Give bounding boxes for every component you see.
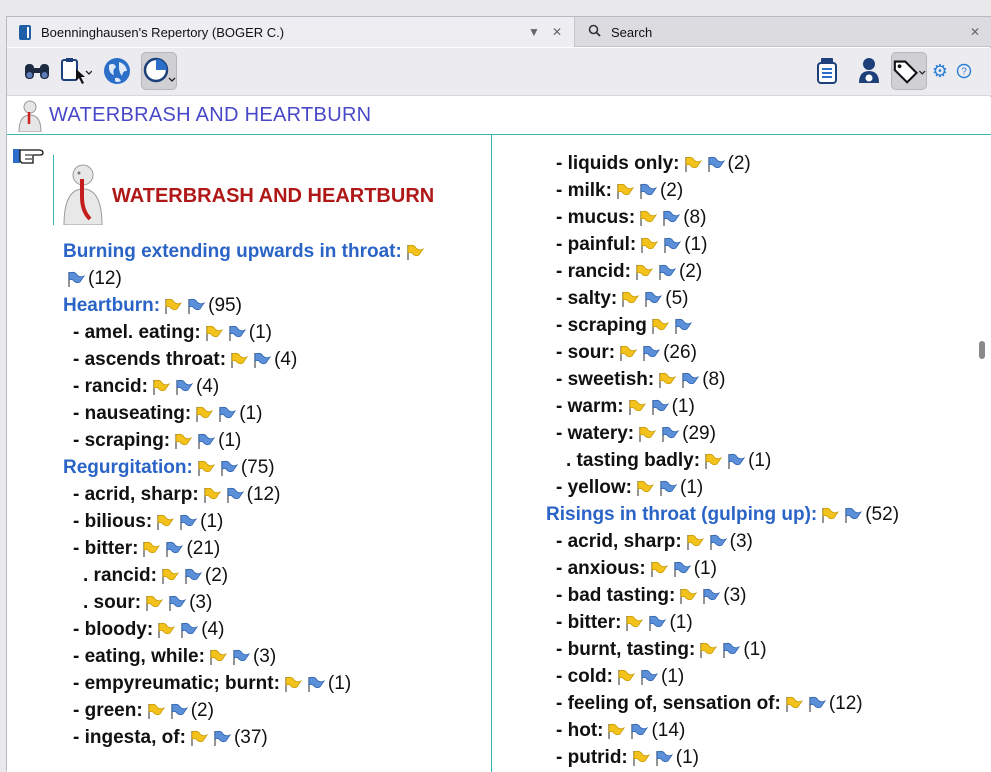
subrubric-entry[interactable]: [73, 320, 272, 346]
remedy-count: (2): [204, 565, 229, 586]
remedy-jar-button[interactable]: [809, 52, 845, 90]
tab-dropdown-icon[interactable]: ▼: [528, 25, 540, 39]
blue-flag-icon[interactable]: [654, 749, 674, 767]
rubric-label: - warm:: [556, 396, 624, 417]
yellow-flag-icon[interactable]: [685, 533, 705, 551]
yellow-flag-icon[interactable]: [189, 729, 209, 747]
tab-bar: [7, 17, 991, 47]
remedy-count: (2): [659, 180, 684, 201]
remedy-count: (12): [246, 484, 281, 505]
tag-button[interactable]: [891, 52, 927, 90]
rubric-label: - milk:: [556, 180, 612, 201]
rubric-label: Burning extending upwards in throat:: [63, 241, 402, 262]
blue-flag-icon[interactable]: [639, 668, 659, 686]
yellow-flag-icon[interactable]: [631, 749, 651, 767]
help-icon: [956, 63, 972, 79]
yellow-flag-icon[interactable]: [196, 459, 216, 477]
subrubric-entry[interactable]: [73, 509, 223, 535]
rubric-label: - mucus:: [556, 207, 636, 228]
rubric-label: - bitter:: [73, 538, 139, 559]
toolbar: [7, 48, 991, 96]
yellow-flag-icon[interactable]: [146, 702, 166, 720]
yellow-flag-icon[interactable]: [703, 452, 723, 470]
chapter-header: [7, 97, 991, 135]
subrubric-entry[interactable]: [556, 151, 751, 177]
blue-flag-icon[interactable]: [174, 378, 194, 396]
blue-flag-icon[interactable]: [183, 567, 203, 585]
rubric-label: - salty:: [556, 288, 618, 309]
blue-flag-icon[interactable]: [196, 432, 216, 450]
tab-repertory[interactable]: [7, 17, 575, 47]
blue-flag-icon[interactable]: [217, 405, 237, 423]
yellow-flag-icon[interactable]: [202, 486, 222, 504]
blue-flag-icon[interactable]: [629, 722, 649, 740]
subrubric-entry[interactable]: [73, 698, 214, 724]
binoculars-button[interactable]: [19, 52, 55, 90]
subrubric-entry[interactable]: [556, 340, 697, 366]
subrubric-entry[interactable]: [73, 671, 351, 697]
remedy-count: (1): [239, 403, 263, 424]
rubric-entry[interactable]: [63, 455, 275, 481]
remedy-count: (3): [729, 531, 753, 552]
rubric-label: - putrid:: [556, 747, 628, 768]
blue-flag-icon[interactable]: [212, 729, 232, 747]
yellow-flag-icon[interactable]: [678, 587, 698, 605]
gear-icon: ⚙: [931, 60, 949, 81]
remedy-count: (3): [252, 646, 277, 667]
tag-icon: [892, 57, 926, 85]
remedy-count: (2): [727, 153, 751, 174]
yellow-flag-icon[interactable]: [405, 243, 425, 261]
yellow-flag-icon[interactable]: [649, 560, 669, 578]
rubric-label: - eating, while:: [73, 646, 205, 667]
yellow-flag-icon[interactable]: [616, 668, 636, 686]
subrubric-entry[interactable]: [556, 178, 683, 204]
yellow-flag-icon[interactable]: [624, 614, 644, 632]
rubric-label: - bilious:: [73, 511, 153, 532]
blue-flag-icon[interactable]: [178, 513, 198, 531]
rubric-label: - anxious:: [556, 558, 646, 579]
blue-flag-icon[interactable]: [252, 351, 272, 369]
subrubric-entry[interactable]: [73, 617, 224, 643]
rubric-label: Risings in throat (gulping up):: [546, 504, 818, 525]
subrubric-entry[interactable]: [73, 374, 219, 400]
subrubric-entry[interactable]: [73, 725, 268, 751]
subrubric-entry[interactable]: [556, 259, 702, 285]
blue-flag-icon[interactable]: [66, 270, 86, 288]
clipboard-button[interactable]: [57, 52, 93, 90]
rubric-label: . tasting badly:: [566, 450, 701, 471]
subrubric-entry[interactable]: [556, 556, 717, 582]
rubric-label: - bitter:: [556, 612, 622, 633]
subrubric-entry[interactable]: [556, 421, 716, 447]
chapter-block: [53, 155, 453, 225]
clipboard-icon: [58, 57, 92, 85]
repertory-content: [7, 135, 991, 772]
page-title: WATERBRASH AND HEARTBURN: [49, 104, 372, 126]
remedy-count: (14): [651, 720, 686, 741]
subrubric-entry[interactable]: [556, 232, 707, 258]
remedy-count: (12): [88, 268, 122, 289]
pointing-hand-icon: [13, 145, 47, 172]
blue-flag-icon[interactable]: [643, 290, 663, 308]
remedy-count: (5): [665, 288, 689, 309]
remedy-count: (1): [693, 558, 717, 579]
book-icon: [19, 25, 31, 40]
yellow-flag-icon[interactable]: [820, 506, 840, 524]
remedy-count: (1): [671, 396, 695, 417]
yellow-flag-icon[interactable]: [650, 317, 670, 335]
remedy-count: (4): [201, 619, 225, 640]
tab-repertory-label: Boenninghausen's Repertory (BOGER C.): [41, 24, 285, 40]
remedy-count: (26): [663, 342, 697, 363]
remedy-count: (1): [675, 747, 699, 768]
yellow-flag-icon[interactable]: [156, 621, 176, 639]
rubric-label: - ascends throat:: [73, 349, 227, 370]
yellow-flag-icon[interactable]: [229, 351, 249, 369]
blue-flag-icon[interactable]: [661, 209, 681, 227]
subrubric-entry[interactable]: [556, 691, 863, 717]
tab-close-icon[interactable]: ✕: [551, 25, 562, 39]
remedy-count: (1): [248, 322, 272, 343]
remedy-count: (29): [682, 423, 716, 444]
blue-flag-icon[interactable]: [179, 621, 199, 639]
rubric-label: - hot:: [556, 720, 604, 741]
subrubric-entry[interactable]: [556, 205, 706, 231]
remedy-count: (8): [702, 369, 726, 390]
rubric-label: - scraping: [556, 315, 647, 336]
remedy-count: (4): [195, 376, 220, 397]
yellow-flag-icon[interactable]: [637, 425, 657, 443]
rubric-label: - ingesta, of:: [73, 727, 186, 748]
rubric-label: - amel. eating:: [73, 322, 201, 343]
tab-search-label: Search: [611, 24, 653, 40]
rubric-label: - painful:: [556, 234, 637, 255]
rubric-label: - scraping:: [73, 430, 171, 451]
rubric-label: - acrid, sharp:: [556, 531, 682, 552]
vertical-scrollbar[interactable]: [979, 341, 985, 359]
rubric-label: - bloody:: [73, 619, 154, 640]
subrubric-entry[interactable]: [73, 644, 276, 670]
chapter-title: WATERBRASH AND HEARTBURN: [112, 185, 435, 207]
rubric-entry[interactable]: [63, 239, 425, 265]
svg-text:?: ?: [961, 66, 967, 78]
blue-flag-icon[interactable]: [231, 648, 251, 666]
rubric-label: - bad tasting:: [556, 585, 676, 606]
remedy-count: (1): [743, 639, 767, 660]
yellow-flag-icon[interactable]: [606, 722, 626, 740]
blue-flag-icon[interactable]: [227, 324, 247, 342]
rubric-continuation[interactable]: [63, 266, 122, 292]
yellow-flag-icon[interactable]: [194, 405, 214, 423]
subrubric-entry[interactable]: [556, 313, 693, 339]
yellow-flag-icon[interactable]: [657, 371, 677, 389]
remedy-count: (1): [218, 430, 242, 451]
yellow-flag-icon[interactable]: [141, 540, 161, 558]
blue-flag-icon[interactable]: [706, 155, 726, 173]
blue-flag-icon[interactable]: [638, 182, 658, 200]
yellow-flag-icon[interactable]: [618, 344, 638, 362]
remedy-count: (1): [200, 511, 224, 532]
yellow-flag-icon[interactable]: [208, 648, 228, 666]
blue-flag-icon[interactable]: [726, 452, 746, 470]
blue-flag-icon[interactable]: [650, 398, 670, 416]
globe-button[interactable]: [99, 52, 135, 90]
yellow-flag-icon[interactable]: [638, 209, 658, 227]
blue-flag-icon[interactable]: [673, 317, 693, 335]
binoculars-icon: [23, 60, 51, 82]
yellow-flag-icon[interactable]: [160, 567, 180, 585]
pie-chart-button[interactable]: [141, 52, 177, 90]
tab-search-close-icon[interactable]: ✕: [969, 25, 980, 39]
remedy-count: (3): [189, 592, 213, 613]
yellow-flag-icon[interactable]: [151, 378, 171, 396]
blue-flag-icon[interactable]: [721, 641, 741, 659]
repertory-window: [6, 16, 991, 771]
subrubric-entry[interactable]: [73, 482, 280, 508]
yellow-flag-icon[interactable]: [698, 641, 718, 659]
rubric-label: - sweetish:: [556, 369, 655, 390]
rubric-label: - rancid:: [73, 376, 148, 397]
remedy-count: (1): [669, 612, 693, 633]
yellow-flag-icon[interactable]: [283, 675, 303, 693]
rubric-label: - cold:: [556, 666, 613, 687]
column-divider: [491, 135, 492, 772]
blue-flag-icon[interactable]: [660, 425, 680, 443]
remedy-jar-icon: [816, 57, 838, 85]
rubric-label: - yellow:: [556, 477, 633, 498]
blue-flag-icon[interactable]: [807, 695, 827, 713]
rubric-label: . rancid:: [83, 565, 157, 586]
remedy-count: (2): [190, 700, 214, 721]
patient-button[interactable]: [851, 52, 887, 90]
remedy-count: (3): [723, 585, 747, 606]
yellow-flag-icon[interactable]: [204, 324, 224, 342]
pie-chart-icon: [142, 56, 176, 86]
blue-flag-icon[interactable]: [672, 560, 692, 578]
rubric-entry[interactable]: [63, 293, 242, 319]
blue-flag-icon[interactable]: [843, 506, 863, 524]
subrubric-entry[interactable]: [556, 718, 685, 744]
yellow-flag-icon[interactable]: [163, 297, 183, 315]
yellow-flag-icon[interactable]: [635, 479, 655, 497]
tab-search[interactable]: [576, 17, 991, 47]
remedy-count: (4): [274, 349, 298, 370]
blue-flag-icon[interactable]: [164, 540, 184, 558]
remedy-count: (1): [748, 450, 772, 471]
subrubric-entry[interactable]: [83, 590, 212, 616]
remedy-count: (1): [684, 234, 708, 255]
blue-flag-icon[interactable]: [219, 459, 239, 477]
remedy-count: (12): [828, 693, 863, 714]
subrubric-entry[interactable]: [556, 637, 767, 663]
remedy-count: (1): [327, 673, 352, 694]
rubric-label: - feeling of, sensation of:: [556, 693, 781, 714]
rubric-label: - rancid:: [556, 261, 631, 282]
rubric-label: - green:: [73, 700, 143, 721]
remedy-count: (2): [678, 261, 703, 282]
yellow-flag-icon[interactable]: [155, 513, 175, 531]
subrubric-entry[interactable]: [556, 745, 699, 771]
remedy-count: (75): [240, 457, 275, 478]
remedy-count: (1): [680, 477, 704, 498]
body-figure-icon: [15, 100, 45, 132]
remedy-count: (37): [233, 727, 268, 748]
remedy-count: (8): [683, 207, 707, 228]
yellow-flag-icon[interactable]: [634, 263, 654, 281]
subrubric-entry[interactable]: [83, 563, 228, 589]
remedy-count: (95): [208, 295, 242, 316]
yellow-flag-icon[interactable]: [144, 594, 164, 612]
subrubric-entry[interactable]: [73, 347, 297, 373]
yellow-flag-icon[interactable]: [620, 290, 640, 308]
rubric-label: - liquids only:: [556, 153, 680, 174]
remedy-count: (21): [186, 538, 221, 559]
subrubric-entry[interactable]: [556, 475, 703, 501]
rubric-label: - watery:: [556, 423, 635, 444]
rubric-label: Heartburn:: [63, 295, 161, 316]
rubric-label: - acrid, sharp:: [73, 484, 199, 505]
subrubric-entry[interactable]: [73, 401, 262, 427]
rubric-entry[interactable]: [546, 502, 899, 528]
blue-flag-icon[interactable]: [186, 297, 206, 315]
globe-icon: [102, 56, 132, 86]
yellow-flag-icon[interactable]: [173, 432, 193, 450]
yellow-flag-icon[interactable]: [683, 155, 703, 173]
yellow-flag-icon[interactable]: [627, 398, 647, 416]
subrubric-entry[interactable]: [556, 367, 725, 393]
blue-flag-icon[interactable]: [701, 587, 721, 605]
blue-flag-icon[interactable]: [306, 675, 326, 693]
blue-flag-icon[interactable]: [167, 594, 187, 612]
rubric-label: . sour:: [83, 592, 142, 613]
subrubric-entry[interactable]: [556, 529, 753, 555]
rubric-label: Regurgitation:: [63, 457, 193, 478]
subrubric-entry[interactable]: [556, 583, 747, 609]
search-icon: [588, 24, 601, 40]
subrubric-entry[interactable]: [556, 610, 693, 636]
subrubric-entry[interactable]: [556, 664, 684, 690]
remedy-count: (1): [661, 666, 685, 687]
patient-icon: [857, 57, 881, 85]
subrubric-entry[interactable]: [73, 536, 220, 562]
subrubric-entry[interactable]: [556, 394, 695, 420]
yellow-flag-icon[interactable]: [639, 236, 659, 254]
blue-flag-icon[interactable]: [680, 371, 700, 389]
blue-flag-icon[interactable]: [169, 702, 189, 720]
subrubric-entry[interactable]: [556, 286, 688, 312]
yellow-flag-icon[interactable]: [784, 695, 804, 713]
rubric-label: - empyreumatic; burnt:: [73, 673, 280, 694]
help-button[interactable]: [953, 52, 975, 90]
remedy-count: (52): [865, 504, 900, 525]
throat-anatomy-icon: [62, 163, 104, 225]
yellow-flag-icon[interactable]: [615, 182, 635, 200]
blue-flag-icon[interactable]: [662, 236, 682, 254]
blue-flag-icon[interactable]: [657, 263, 677, 281]
subrubric-entry[interactable]: [566, 448, 771, 474]
blue-flag-icon[interactable]: [708, 533, 728, 551]
blue-flag-icon[interactable]: [225, 486, 245, 504]
rubric-label: - sour:: [556, 342, 616, 363]
blue-flag-icon[interactable]: [658, 479, 678, 497]
rubric-label: - burnt, tasting:: [556, 639, 696, 660]
settings-button[interactable]: [929, 52, 951, 90]
blue-flag-icon[interactable]: [647, 614, 667, 632]
rubric-label: - nauseating:: [73, 403, 192, 424]
subrubric-entry[interactable]: [73, 428, 241, 454]
blue-flag-icon[interactable]: [641, 344, 661, 362]
